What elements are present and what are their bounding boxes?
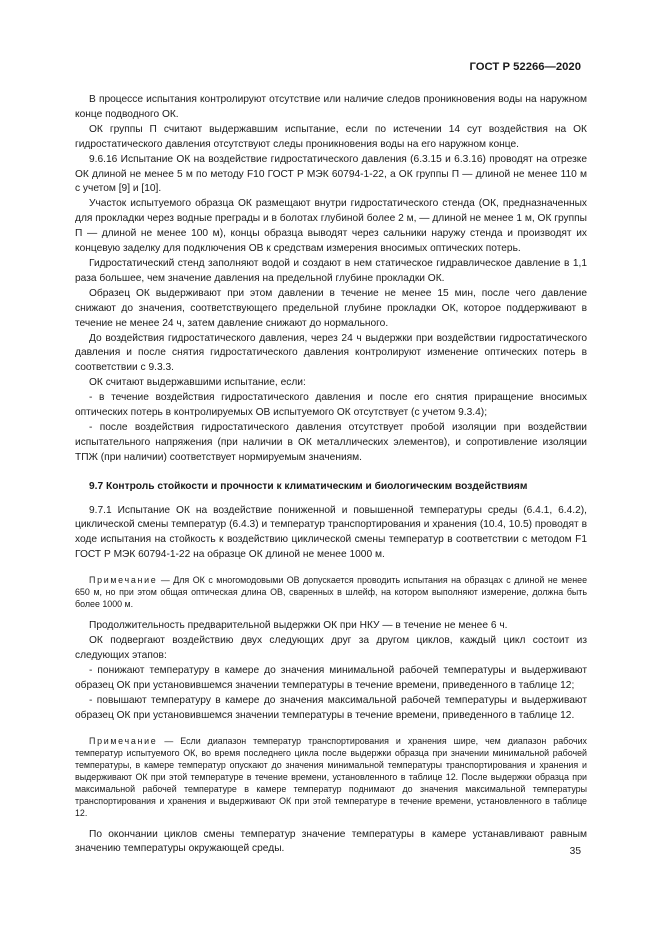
paragraph: Продолжительность предварительной выдержки ОК при НКУ — в течение не менее 6 ч. [89, 620, 508, 632]
note-text: — Если диапазон температур транспортирования и хранения шире, чем диапазон рабочих температур испытуемого ОК, во время последнего цикла после выдержки образца при значении минимальной рабочей температуры, в камере температур опускают до значения минимальной температуры транспортирования и хранения и выдерживают ОК при этой температуре в течение времени, установленного в таблице 12. После выдержки образца при максимальной рабочей температуре в камере температур поднимают до значения максимальной температуры транспортирования и хранения и выдерживают ОК при этой температуре в течение времени, установленного в таблице 12. [75, 735, 587, 818]
paragraph: ОК считают выдержавшими испытание, если: [89, 377, 306, 389]
paragraph: Гидростатический стенд заполняют водой и создают в нем статическое гидравлическое давление в 1,1 раза большее, чем значение давления на предельной глубине прокладки ОК. [75, 257, 587, 284]
paragraph: ОК подвергают воздействию двух следующих друг за другом циклов, каждый цикл состоит из следующих этапов: [75, 635, 587, 661]
list-item: - повышают температуру в камере до значения максимальной рабочей температуры и выдерживают образец ОК при установившемся значении температуры в течение времени, приведенного в таблице 12. [75, 694, 587, 721]
paragraph: 9.6.16 Испытание ОК на воздействие гидростатического давления (6.3.15 и 6.3.16) проводят на отрезке ОК длиной не менее 5 м по методу F10 ГОСТ Р МЭК 60794-1-22, а ОК группы П — длиной не менее 110 м с учетом [9] и [10]. [75, 153, 587, 195]
page-number: 35 [569, 846, 581, 857]
note-text: — Для ОК с многомодовыми ОВ допускается проводить испытания на образцах с длиной не менее 650 м, но при этом общая оптическая длина ОВ, сваренных в шлейф, на котором выполняют измерение, должна быть более 1000 м. [75, 575, 587, 610]
paragraph: По окончании циклов смены температур значение температуры в камере устанавливают равным значению температуры окружающей среды. [75, 828, 587, 855]
note-label: Примечание [89, 575, 158, 586]
paragraph: Участок испытуемого образца ОК размещают внутри гидростатического стенда (ОК, предназначенных для прокладки через водные преграды и в болотах глубиной более 2 м, — длиной не менее 1 м, ОК группы П — длиной не менее 100 м), концы образца выводят через сальники наружу стенда и производят их концевую заделку для подключения ОВ к средствам измерения вносимых оптических потерь. [75, 198, 587, 255]
paragraph: Образец ОК выдерживают при этом давлении в течение не менее 15 мин, после чего давление снижают до значения, соответствующего предельной глубине прокладки ОК, которое поддерживают в течение не менее 24 ч, затем давление снижают до нормального. [75, 287, 587, 329]
paragraph: В процессе испытания контролируют отсутствие или наличие следов проникновения воды на наружном конце подводного ОК. [75, 94, 587, 120]
note-label: Примечание [89, 735, 158, 746]
list-item: - в течение воздействия гидростатического давления и после его снятия приращение вносимых оптических потерь в контролируемых ОВ испытуемого ОК отсутствует (с учетом 9.3.4); [75, 392, 587, 419]
list-item: - понижают температуру в камере до значения минимальной рабочей температуры и выдерживают образец ОК при установившемся значении температуры в течение времени, приведенного в таблице 12; [75, 664, 587, 691]
note [75, 574, 587, 610]
paragraph: До воздействия гидростатического давления, через 24 ч выдержки при воздействии гидростатического давления и после снятия гидростатического давления контролируют изменение оптических потерь в соответствии с 9.3.3. [75, 332, 587, 374]
list-item: - после воздействия гидростатического давления отсутствует пробой изоляции при воздействии испытательного напряжения (при наличии в ОК металлических элементов), и сопротивление изоляции ТПЖ (при наличии) соответствует нормируемым значениям. [75, 421, 587, 463]
section-title: 9.7 Контроль стойкости и прочности к климатическим и биологическим воздействиям [89, 480, 528, 492]
document-header: ГОСТ Р 52266—2020 [469, 61, 581, 73]
paragraph: ОК группы П считают выдержавшим испытание, если по истечении 14 сут воздействия на ОК гидростатического давления отсутствуют следы проникновения воды на его наружном конце. [75, 123, 587, 150]
note [75, 735, 587, 819]
document-body [75, 93, 587, 857]
paragraph: 9.7.1 Испытание ОК на воздействие пониженной и повышенной температуры среды (6.4.1, 6.4.2), циклической смены температур (6.4.3) и температур транспортирования и хранения (10.4, 10.5) проводят в ходе испытания на стойкость к воздействию циклической смены температур в соответствии с методом F1 ГОСТ Р МЭК 60794-1-22 на образце ОК длиной не менее 1000 м. [75, 504, 587, 561]
